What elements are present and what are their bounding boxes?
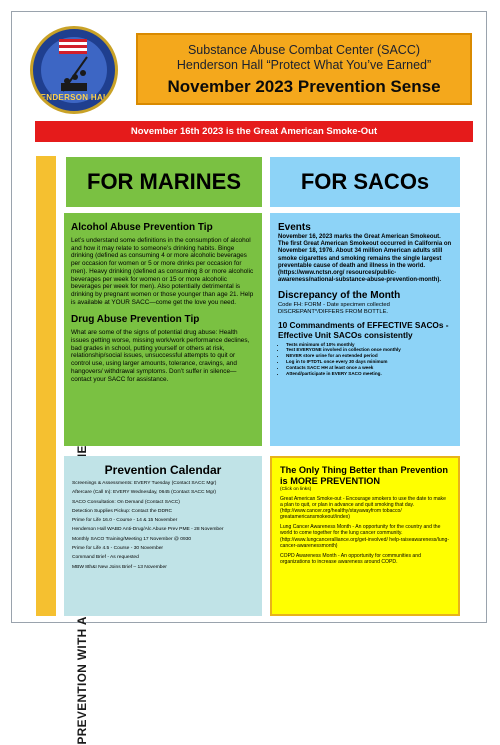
sacos-heading: FOR SACOs bbox=[270, 157, 460, 207]
list-item: • Tests minimum of 10% monthly bbox=[286, 342, 452, 348]
alcohol-tip-text: Let’s understand some definitions in the consumption of alcohol and how it may relate to someone’s drinking habits. Binge drinking (defined as consuming 4 or more alcoholic beverages per occasion for women or 5 or more drinks per occasion for men). Heavy drinking (defined as consuming 8 or more alcoholic beverages per week for women or 15 or more alcoholic beverages per week for men). Also potentially detrimental is drinking by pregnant women or those younger than age 21. Help is available at YOUR SACC—come get the love you need. bbox=[71, 237, 254, 306]
calendar-item: Henderson Hall WABD Anti-Drug/Alc Abuse Prev PME - 28 November bbox=[72, 527, 224, 533]
calendar-item: Aftercare (Call In): EVERY Wednesday, 0645 (Contact SACC Mgr) bbox=[72, 490, 216, 496]
sacos-section bbox=[270, 213, 460, 446]
discrepancy-title: Discrepancy of the Month bbox=[278, 290, 401, 302]
commandments-title: 10 Commandments of EFFECTIVE SACOs - Effective Unit SACOs consistently bbox=[278, 320, 449, 341]
marines-heading: FOR MARINES bbox=[66, 157, 262, 207]
click-links-note: (Click on links) bbox=[280, 487, 312, 492]
lung-cancer-link-item[interactable]: Lung Cancer Awareness Month - An opportunity for the country and the world to come together for the lung cancer community. (http://www.lungcanceralliance.org/get-involved/ help-raiseawareness/lung-cancer-awarenessmonth) bbox=[280, 524, 450, 549]
calendar-item: Detection Supplies Pickup: Contact the DDRC bbox=[72, 508, 173, 514]
calendar-item: Prime for Life 4.5 - Course - 30 November bbox=[72, 546, 164, 552]
prevention-calendar bbox=[64, 456, 262, 616]
list-item: • Attend/participate in EVERY SACO meeting. bbox=[286, 371, 452, 377]
marines-section bbox=[64, 213, 262, 446]
header-line-1: Substance Abuse Combat Center (SACC) bbox=[187, 43, 421, 57]
discrepancy-text: Code FH: FORM - Date specimen collected DISCREPANT*/DIFFERS FROM BOTTLE. bbox=[278, 302, 390, 316]
side-banner bbox=[36, 156, 56, 616]
smokeout-banner: November 16th 2023 is the Great American Smoke-Out bbox=[35, 121, 473, 142]
alcohol-tip-title: Alcohol Abuse Prevention Tip bbox=[71, 222, 213, 233]
copd-item: COPD Awareness Month - An opportunity for communities and organizations to increase awareness around COPD. bbox=[280, 552, 421, 565]
more-prevention-section bbox=[270, 456, 460, 616]
list-item: • Log in to IFTDTL once every 30 days minimum bbox=[286, 359, 452, 365]
calendar-item: MBW 8th&I New Joins Brief – 13 November bbox=[72, 564, 167, 570]
page-title: November 2023 Prevention Sense bbox=[167, 77, 441, 96]
header-line-2: Henderson Hall “Protect What You’ve Earned” bbox=[176, 58, 432, 72]
calendar-item: SACO Consultation: On Demand (Contact SACC) bbox=[72, 499, 180, 505]
calendar-item: Prime for Life 16.0 - Course - 14 & 15 November bbox=[72, 518, 178, 524]
flag-raising-icon bbox=[53, 53, 101, 93]
calendar-item: Monthly SACO Training/Meeting 17 November @ 0930 bbox=[72, 536, 192, 542]
events-title: Events bbox=[278, 222, 311, 233]
commandments-list bbox=[278, 342, 452, 377]
list-item: • NEVER store urine for an extended period bbox=[286, 353, 452, 359]
calendar-title: Prevention Calendar bbox=[104, 463, 222, 477]
list-item: • Contacts SACC HH at least once a week bbox=[286, 365, 452, 371]
events-text: November 16, 2023 marks the Great American Smokeout. The first Great American Smokeout occurred in California on November 18, 1976. About 34 million American adults still smoke cigarettes and smoking remains the single largest preventable cause of death and illness in the world. (https://www.nctsn.org/ resources/public-awareness/national-substance-abuse-prevention-month). bbox=[278, 234, 452, 284]
calendar-item: Command Brief - As requested bbox=[72, 555, 139, 561]
henderson-hall-logo bbox=[30, 26, 118, 114]
drug-tip-text: What are some of the signs of potential drug abuse: Health issues getting worse, missing work/work performance declines, bad grades in school, putting yourself or others at risk, relationship/social issues, unsuccessful attempts to quit or control use, using larger amounts, tolerance, cravings, and hangovers/ withdrawal symptoms. Don’t suffer in silence—contact your SACC for assistance. bbox=[71, 329, 250, 383]
more-prevention-title: The Only Thing Better than Prevention is MORE PREVENTION bbox=[280, 465, 448, 486]
header-box bbox=[136, 33, 472, 105]
smokeout-link-item[interactable]: Great American Smoke-out - Encourage smokers to use the date to make a plan to quit, or plan in advance and quit smoking that day. (http://www.cancer.org/healthy/stayawayfrom tobacco/ greatamericansmokeout/index) bbox=[280, 496, 446, 521]
logo-text: HENDERSON HALL bbox=[34, 93, 114, 102]
drug-tip-title: Drug Abuse Prevention Tip bbox=[71, 314, 200, 326]
list-item: • Test EVERYONE involved in collection once monthly bbox=[286, 347, 452, 353]
calendar-item: Screenings & Assessments: EVERY Tuesday (Contact SACC Mgr) bbox=[72, 481, 217, 486]
